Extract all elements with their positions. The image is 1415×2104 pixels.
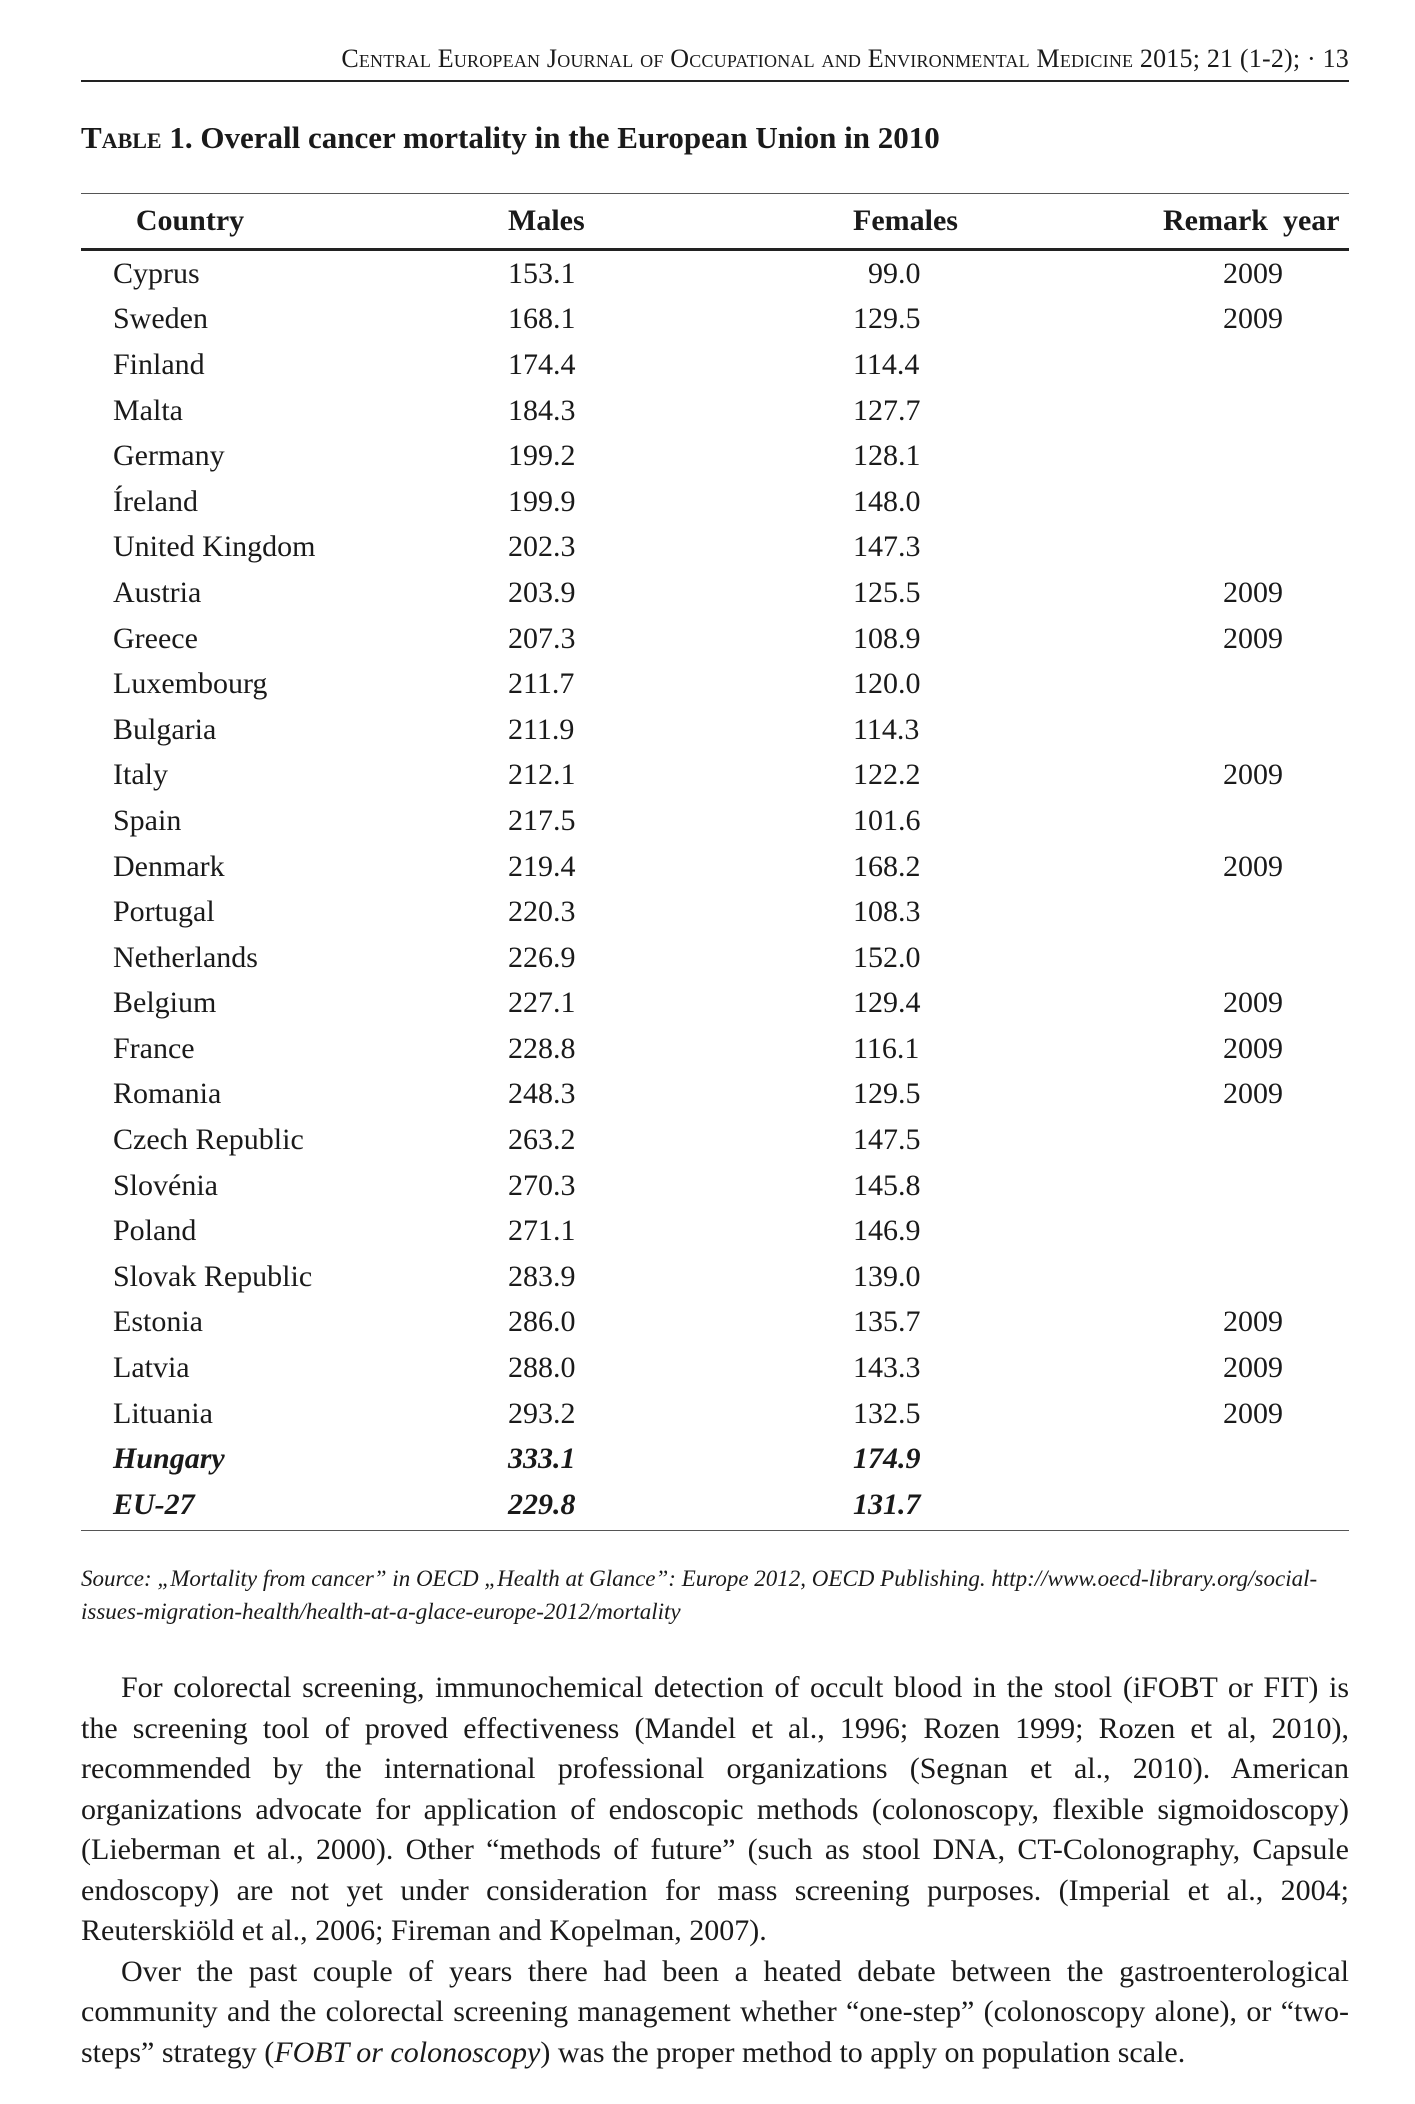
cell-females: 147.5 xyxy=(853,1123,921,1157)
cell-males: 217.5 xyxy=(508,803,576,837)
cell-females: 147.3 xyxy=(853,530,921,564)
table-row xyxy=(81,1208,1349,1254)
cell-country: Slovénia xyxy=(113,1168,218,1202)
cell-females: 145.8 xyxy=(853,1168,921,1202)
table-row xyxy=(81,1436,1349,1482)
table-label: Table 1. xyxy=(81,120,193,155)
cell-remark xyxy=(1035,479,1349,525)
column-header-country: Country xyxy=(81,194,399,250)
cell-remark xyxy=(1035,798,1349,844)
paragraph-2-text-a: Over the past couple of years there had been a heated debate between the gastroenterological community and the colorectal screening management whether “one-step” (colonoscopy alone), or “two-steps” strategy ( xyxy=(81,1954,1349,2069)
table-row xyxy=(81,1072,1349,1118)
cell-remark: 2009 xyxy=(1223,1396,1283,1430)
table-row xyxy=(81,798,1349,844)
table-row xyxy=(81,1300,1349,1346)
table-row xyxy=(81,661,1349,707)
table-row xyxy=(81,1163,1349,1209)
cell-remark xyxy=(1035,935,1349,981)
cell-country: Lituania xyxy=(113,1396,213,1430)
cell-country: Finland xyxy=(113,347,205,381)
table-row xyxy=(81,1026,1349,1072)
paragraph-2-italic: FOBT or colonoscopy xyxy=(274,2035,541,2069)
journal-header-text: Central European Journal of Occupational and Environmental Medicine 2015; 21 (1-2); · 13 xyxy=(341,44,1349,73)
cell-country: EU-27 xyxy=(113,1487,195,1521)
cell-females: 129.5 xyxy=(853,1077,921,1111)
cell-country: Slovak Republic xyxy=(113,1259,313,1293)
table-row xyxy=(81,570,1349,616)
cell-remark: 2009 xyxy=(1223,575,1283,609)
cell-females: 101.6 xyxy=(853,803,921,837)
column-header-remark-year: Remark year xyxy=(1035,194,1349,250)
cell-females: 114.4 xyxy=(853,347,920,381)
cell-females: 168.2 xyxy=(853,849,921,883)
cell-remark xyxy=(1035,388,1349,434)
table-row xyxy=(81,1482,1349,1528)
table-row xyxy=(81,616,1349,662)
table-row xyxy=(81,525,1349,571)
cell-males: 199.9 xyxy=(508,484,576,518)
table-row xyxy=(81,1254,1349,1300)
mortality-table xyxy=(81,193,1349,1531)
cell-males: 168.1 xyxy=(508,302,576,336)
cell-females: 152.0 xyxy=(853,940,921,974)
cell-remark xyxy=(1035,433,1349,479)
cell-females: 135.7 xyxy=(853,1305,921,1339)
cell-females: 99.0 xyxy=(853,256,921,290)
cell-country: Íreland xyxy=(113,484,198,518)
cell-remark: 2009 xyxy=(1223,1031,1283,1065)
table-body xyxy=(81,250,1349,1528)
table-row xyxy=(81,388,1349,434)
cell-remark xyxy=(1035,1482,1349,1528)
paragraph-2 xyxy=(81,1952,1349,2074)
cell-country: Italy xyxy=(113,758,168,792)
cell-males: 211.7 xyxy=(508,667,575,701)
cell-males: 212.1 xyxy=(508,758,576,792)
cell-males: 263.2 xyxy=(508,1123,576,1157)
cell-remark: 2009 xyxy=(1223,986,1283,1020)
cell-country: Belgium xyxy=(113,986,217,1020)
cell-country: Bulgaria xyxy=(113,712,217,746)
cell-remark: 2009 xyxy=(1223,1077,1283,1111)
table-row xyxy=(81,981,1349,1027)
cell-females: 127.7 xyxy=(853,393,921,427)
table-row xyxy=(81,1345,1349,1391)
cell-remark xyxy=(1035,1436,1349,1482)
column-header-females: Females xyxy=(717,194,1035,250)
cell-males: 219.4 xyxy=(508,849,576,883)
cell-males: 202.3 xyxy=(508,530,576,564)
table-row xyxy=(81,935,1349,981)
cell-males: 184.3 xyxy=(508,393,576,427)
cell-remark: 2009 xyxy=(1223,1351,1283,1385)
cell-males: 288.0 xyxy=(508,1351,576,1385)
cell-country: Romania xyxy=(113,1077,222,1111)
cell-males: 220.3 xyxy=(508,895,576,929)
cell-males: 211.9 xyxy=(508,712,575,746)
cell-females: 132.5 xyxy=(853,1396,921,1430)
table-row xyxy=(81,753,1349,799)
cell-remark xyxy=(1035,1208,1349,1254)
cell-remark xyxy=(1035,525,1349,571)
cell-females: 129.4 xyxy=(853,986,921,1020)
cell-females: 146.9 xyxy=(853,1214,921,1248)
table-row xyxy=(81,889,1349,935)
running-header xyxy=(81,40,1349,82)
cell-country: Estonia xyxy=(113,1305,203,1339)
table-row xyxy=(81,707,1349,753)
table-bottom-rule xyxy=(81,1530,1349,1531)
table-row xyxy=(81,1391,1349,1437)
cell-country: Luxembourg xyxy=(113,667,268,701)
table-row xyxy=(81,433,1349,479)
cell-remark xyxy=(1035,1117,1349,1163)
column-header-males: Males xyxy=(399,194,717,250)
cell-country: Czech Republic xyxy=(113,1123,304,1157)
cell-males: 293.2 xyxy=(508,1396,576,1430)
cell-remark xyxy=(1035,342,1349,388)
cell-country: Denmark xyxy=(113,849,225,883)
cell-country: Germany xyxy=(113,439,225,473)
table-row xyxy=(81,297,1349,343)
table-caption: Overall cancer mortality in the European Union in 2010 xyxy=(200,120,940,155)
cell-remark xyxy=(1035,1254,1349,1300)
cell-country: Hungary xyxy=(113,1442,225,1476)
cell-females: 139.0 xyxy=(853,1259,921,1293)
table-row xyxy=(81,844,1349,890)
cell-remark: 2009 xyxy=(1223,621,1283,655)
cell-females: 116.1 xyxy=(853,1031,920,1065)
cell-remark: 2009 xyxy=(1223,849,1283,883)
cell-country: Greece xyxy=(113,621,198,655)
table-row xyxy=(81,342,1349,388)
cell-country: Poland xyxy=(113,1214,197,1248)
table-header-row xyxy=(81,194,1349,250)
table-row xyxy=(81,479,1349,525)
table-row xyxy=(81,250,1349,297)
cell-males: 207.3 xyxy=(508,621,576,655)
cell-country: France xyxy=(113,1031,195,1065)
cell-males: 283.9 xyxy=(508,1259,576,1293)
cell-remark xyxy=(1035,707,1349,753)
cell-country: United Kingdom xyxy=(113,530,316,564)
cell-males: 226.9 xyxy=(508,940,576,974)
cell-females: 122.2 xyxy=(853,758,921,792)
cell-females: 131.7 xyxy=(853,1487,921,1521)
cell-remark xyxy=(1035,661,1349,707)
cell-remark: 2009 xyxy=(1223,1305,1283,1339)
cell-females: 129.5 xyxy=(853,302,921,336)
cell-females: 143.3 xyxy=(853,1351,921,1385)
cell-males: 227.1 xyxy=(508,986,576,1020)
cell-country: Latvia xyxy=(113,1351,190,1385)
cell-remark: 2009 xyxy=(1223,256,1283,290)
table-row xyxy=(81,1117,1349,1163)
cell-country: Netherlands xyxy=(113,940,258,974)
cell-males: 174.4 xyxy=(508,347,576,381)
cell-females: 148.0 xyxy=(853,484,921,518)
cell-remark xyxy=(1035,1163,1349,1209)
cell-females: 120.0 xyxy=(853,667,921,701)
cell-country: Spain xyxy=(113,803,182,837)
cell-country: Portugal xyxy=(113,895,215,929)
cell-males: 229.8 xyxy=(508,1487,576,1521)
cell-females: 128.1 xyxy=(853,439,921,473)
cell-males: 286.0 xyxy=(508,1305,576,1339)
cell-males: 203.9 xyxy=(508,575,576,609)
paragraph-2-text-b: ) was the proper method to apply on population scale. xyxy=(540,2035,1186,2069)
cell-females: 108.3 xyxy=(853,895,921,929)
cell-males: 333.1 xyxy=(508,1442,576,1476)
cell-remark: 2009 xyxy=(1223,302,1283,336)
cell-females: 125.5 xyxy=(853,575,921,609)
cell-country: Cyprus xyxy=(113,256,200,290)
cell-males: 270.3 xyxy=(508,1168,576,1202)
cell-males: 271.1 xyxy=(508,1214,576,1248)
cell-females: 108.9 xyxy=(853,621,921,655)
cell-country: Sweden xyxy=(113,302,208,336)
cell-males: 199.2 xyxy=(508,439,576,473)
cell-remark xyxy=(1035,889,1349,935)
cell-remark: 2009 xyxy=(1223,758,1283,792)
cell-males: 228.8 xyxy=(508,1031,576,1065)
cell-country: Malta xyxy=(113,393,183,427)
cell-females: 174.9 xyxy=(853,1442,921,1476)
table-source-note: Source: „Mortality from cancer” in OECD „Health at Glance”: Europe 2012, OECD Publishing. http://www.oecd-library.org/social-issues-migration-health/health-at-a-glace-europe-2012/mortality xyxy=(81,1566,1318,1624)
cell-country: Austria xyxy=(113,575,202,609)
paragraph-1: For colorectal screening, immunochemical detection of occult blood in the stool (iFOBT or FIT) is the screening tool of proved effectiveness (Mandel et al., 1996; Rozen 1999; Rozen et al, 2010), recommended by the international professional organizations (Segnan et al., 2010). American organizations advocate for application of endoscopic methods (colonoscopy, flexible sigmoidoscopy) (Lieberman et al., 2000). Other “methods of future” (such as stool DNA, CT-Colonography, Capsule endoscopy) are not yet under consideration for mass screening purposes. (Imperial et al., 2004; Reuterskiöld et al., 2006; Fireman and Kopelman, 2007). xyxy=(81,1671,1349,1947)
cell-males: 248.3 xyxy=(508,1077,576,1111)
table-title xyxy=(81,120,940,156)
cell-males: 153.1 xyxy=(508,256,576,290)
body-text xyxy=(81,1668,1349,2073)
cell-females: 114.3 xyxy=(853,712,920,746)
